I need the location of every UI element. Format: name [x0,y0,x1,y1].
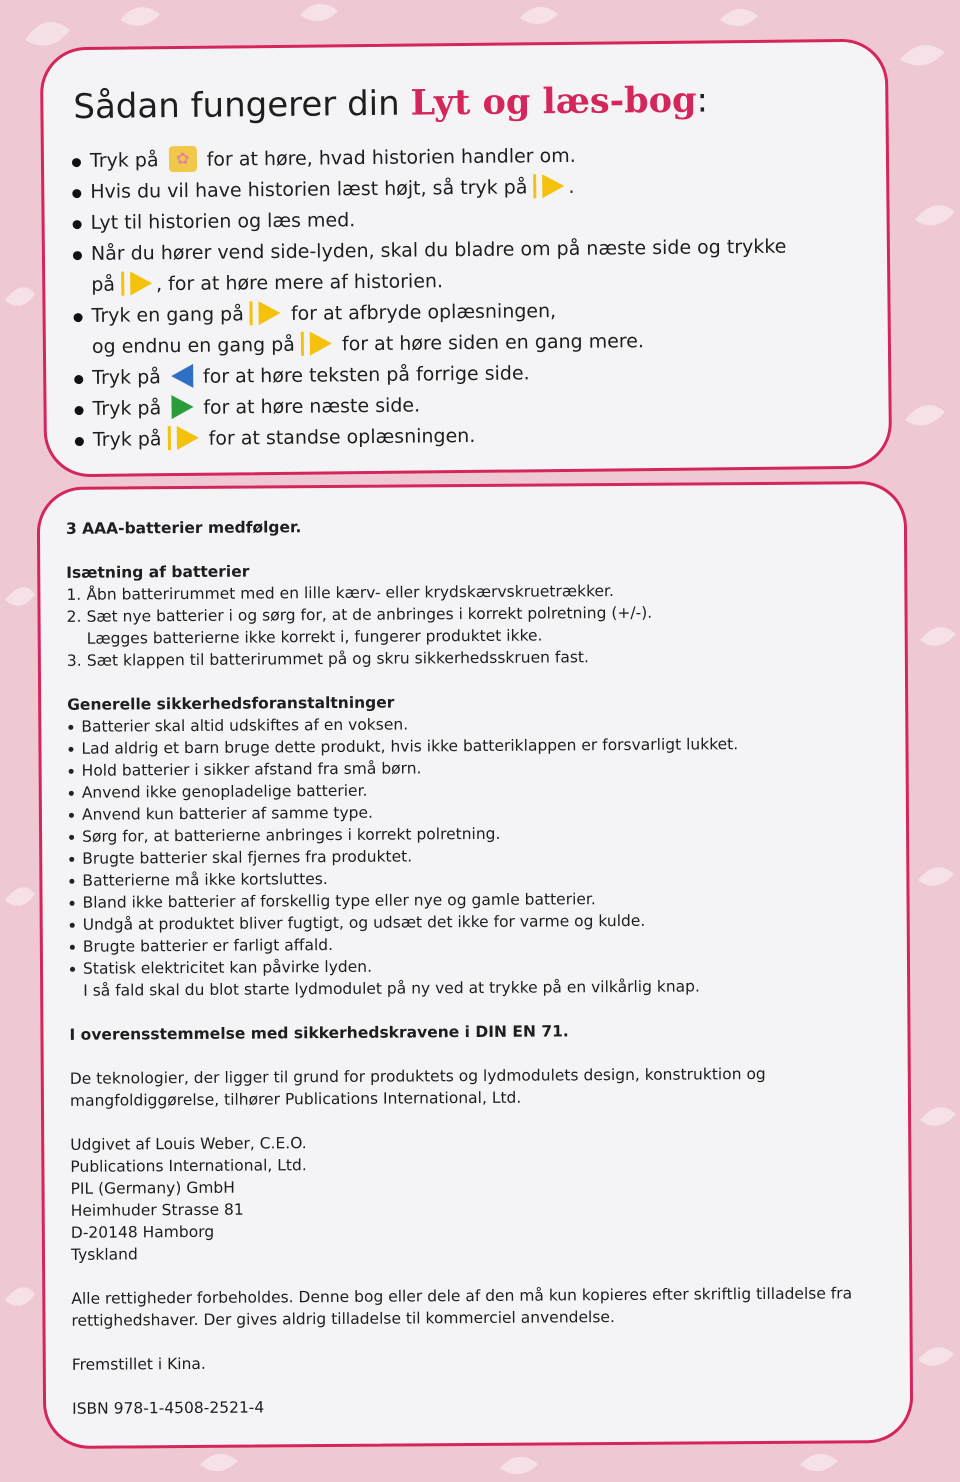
publisher-line: Udgivet af Louis Weber, C.E.O. [70,1134,307,1154]
list-item: Anvend kun batterier af samme type. [68,798,888,826]
rights-line: Alle rettigheder forbeholdes. Denne bog eller dele af den må kun kopieres efter skriftlig tilladelse fra [71,1284,853,1308]
item-text: Tryk på [92,428,162,451]
heading-prefix: Sådan fungerer din [73,83,400,128]
item-text: for at afbryde oplæsningen, [290,300,557,325]
publisher-line: Publications International, Ltd. [70,1156,307,1176]
item-text: for at høre siden en gang mere. [341,330,645,356]
play-icon-bar [250,301,253,325]
step-text: Sæt klappen til batterirummet på og skru sikkerhedsskruen fast. [86,648,589,670]
item-text: for at høre næste side. [203,394,421,419]
story-icon: ✿ [168,145,196,171]
play-icon [259,300,281,324]
play-icon [542,173,564,197]
batteries-included: 3 AAA-batterier medfølger. [65,518,302,538]
back-arrow-icon [171,363,193,387]
play-icon [176,425,198,449]
item-text: Tryk på [89,149,159,172]
rights-line: rettighedshaver. Der gives aldrig tilladelse til kommerciel anvendelse. [71,1308,615,1330]
play-icon-bar [533,174,536,198]
publisher-line: Heimhuder Strasse 81 [70,1200,244,1220]
step-text: Lægges batterierne ikke korrekt i, fungerer produktet ikke. [86,626,543,648]
instructions-card [40,39,892,478]
forward-arrow-icon [171,394,193,418]
list-item: Lad aldrig et barn bruge dette produkt, hvis ikke batteriklappen er forsvarligt lukket. [67,732,887,760]
step-number: 1. [66,585,82,604]
list-item: Bland ikke batterier af forskellig type eller nye og gamle batterier. [68,886,888,914]
item-text: Tryk en gang på [91,303,244,327]
list-item: Batterierne må ikke kortsluttes. [68,864,888,892]
list-item: Anvend ikke genopladelige batterier. [68,776,888,804]
list-item: Batterier skal altid udskiftes af en voksen. [67,710,887,738]
insertion-heading: Isætning af batterier [66,562,250,582]
item-text: på [91,273,116,296]
insertion-steps [66,578,887,672]
step-number: 2. [66,607,82,626]
play-icon [130,271,152,295]
item-text: Hvis du vil have historien læst højt, så tryk på [90,176,528,203]
heading-suffix: : [696,80,709,121]
item-text: , for at høre mere af historien. [155,270,444,296]
instructions-heading [73,79,708,127]
step-text: Sæt nye batterier i og sørg for, at de anbringes i korrekt polretning (+/-). [86,603,653,626]
list-item: Statisk elektricitet kan påvirke lyden. [69,952,889,980]
list-item: Sørg for, at batterierne anbringes i korrekt polretning. [68,820,888,848]
list-item [75,418,789,456]
item-text: Lyt til historien og læs med. [90,209,356,234]
publisher-line: D-20148 Hamborg [70,1222,215,1242]
item-text: . [568,175,575,198]
info-card [37,481,914,1449]
safety-list [67,710,889,980]
isbn: ISBN 978-1-4508-2521-4 [72,1398,265,1418]
publisher-line: Tyskland [70,1245,138,1264]
info-content [66,512,892,1420]
list-item: Hold batterier i sikker afstand fra små børn. [68,754,888,782]
item-text: for at standse oplæsningen. [208,424,476,450]
play-icon-bar [301,331,304,355]
brand-title: Lyt og læs-bog [410,79,697,124]
list-item: Brugte batterier skal fjernes fra produktet. [68,842,888,870]
instructions-list [72,139,789,456]
technology-line: mangfoldiggørelse, tilhører Publications International, Ltd. [69,1088,522,1110]
item-text: Tryk på [92,366,161,389]
list-item [73,232,787,301]
publisher-line: PIL (Germany) GmbH [70,1178,235,1198]
item-text: for at høre teksten på forrige side. [202,362,530,388]
list-item: Undgå at produktet bliver fugtigt, og udsæt det ikke for varme og kulde. [69,908,889,936]
step-text: Åbn batterirummet med en lille kærv- eller krydskærvskruetrækker. [86,582,614,604]
step-number: 3. [66,651,82,670]
made-in: Fremstillet i Kina. [71,1354,206,1374]
item-text: og endnu en gang på [91,333,295,358]
play-icon-bar [121,271,124,295]
item-text: Tryk på [92,397,162,420]
item-text: Når du hører vend side-lyden, skal du bladre om på næste side og trykke [90,235,787,265]
item-text: for at høre, hvad historien handler om. [206,144,576,171]
safety-heading: Generelle sikkerhedsforanstaltninger [67,693,395,714]
safety-continuation: I så fald skal du blot starte lydmodulet på ny ved at trykke på en vilkårlig knap. [83,977,700,1000]
technology-line: De teknologier, der ligger til grund for produktets og lydmodulets design, konstruktion og [69,1064,766,1088]
list-item: Brugte batterier er farligt affald. [69,930,889,958]
play-icon-bar [167,426,170,450]
play-icon [310,331,332,355]
list-item [73,294,787,363]
list-item [66,600,886,650]
conformity-statement: I overensstemmelse med sikkerhedskravene i DIN EN 71. [69,1022,569,1044]
